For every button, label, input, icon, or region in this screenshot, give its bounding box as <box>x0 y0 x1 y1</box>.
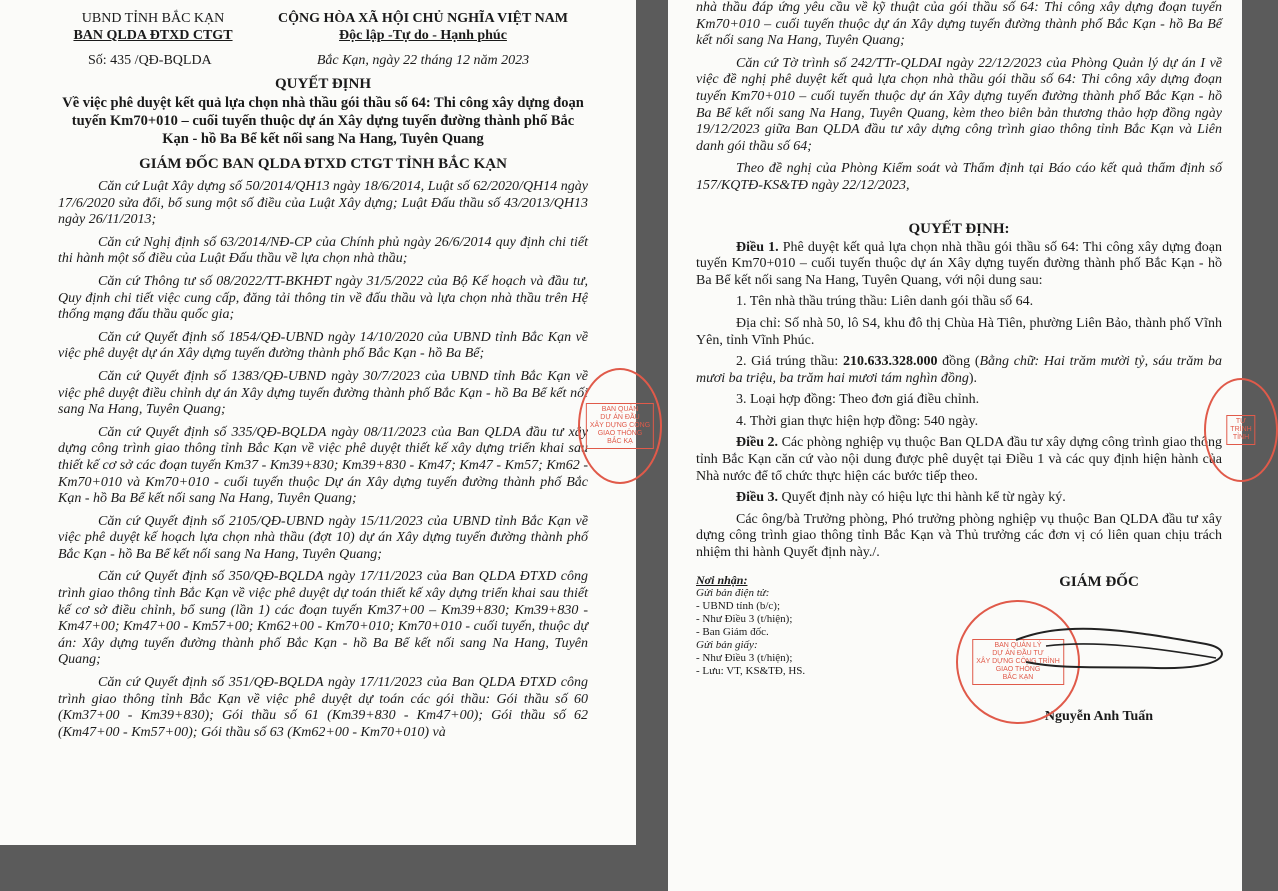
basis-item: Căn cứ Thông tư số 08/2022/TT-BKHĐT ngày 31/5/2022 của Bộ Kế hoạch và đầu tư, Quy định chi tiết việc cung cấp, đăng tải thông tin về đấu thầu và lựa chọn nhà thầu trên Hệ thống mạng đấu thầu quốc gia; <box>58 273 588 323</box>
basis-item: Căn cứ Quyết định số 350/QĐ-BQLDA ngày 17/11/2023 của Ban QLDA ĐTXD công trình giao thông tỉnh Bắc Kạn về việc phê duyệt dự toán thiết kế xây dựng triển khai sau thiết kế cơ sở điều chỉnh, bổ sung (lần 1) các đoạn tuyến Km37+00 – Km39+830; Km39+830 - Km47+00; Km47+00 - Km57+00; Km62+00 - Km70+010; Km70+010 - cuối tuyến, thuộc dự án: Xây dựng tuyến đường thành phố Bắc Kạn - hồ Ba Bể kết nối sang Na Hang, Tuyên Quang; <box>58 569 588 668</box>
issuing-authority <box>58 10 248 69</box>
article-1-text: Phê duyệt kết quả lựa chọn nhà thầu gói thầu số 64: Thi công xây dựng đoạn tuyến Km70+010 – cuối tuyến thuộc dự án Xây dựng tuyến đường thành phố Bắc Kạn - hồ Ba Bể kết nối sang Na Hang, Tuyên Quang, với nội dung sau: <box>696 239 1222 288</box>
document-date: Bắc Kạn, ngày 22 tháng 12 năm 2023 <box>316 53 530 68</box>
price-amount: 210.633.328.000 <box>842 354 938 370</box>
seal-text: BAN QUẢN LÝ DỰ ÁN ĐẦU TƯ XÂY DỰNG CÔNG TRÌNH GIAO THÔNG BẮC KẠN <box>972 639 1064 685</box>
issuing-org: BAN QLDA ĐTXD CTGT <box>73 28 233 43</box>
legal-bases <box>58 179 588 741</box>
basis-item: Căn cứ Quyết định số 335/QĐ-BQLDA ngày 08/11/2023 của Ban QLDA đầu tư xây dựng công trình giao thông tỉnh Bắc Kạn về việc phê duyệt thiết kế xây dựng triển khai sau thiết kế cơ sở các đoạn tuyến Km37 - Km39+830; Km39+830 - Km47; Km47 - Km57; Km62 - Km70+010 và Km70+010 - cuối tuyến thuộc Dự án Xây dựng tuyến đường thành phố Bắc Kạn - hồ Ba Bể kết nối sang Na Hang, Tuyên Quang; <box>58 424 588 507</box>
decision-heading: QUYẾT ĐỊNH: <box>908 220 1010 237</box>
document-subject: Về việc phê duyệt kết quả lựa chọn nhà thầu gói thầu số 64: Thi công xây dựng đoạn tuyến Km70+010 – cuối tuyến thuộc dự án Xây dựng tuyến đường thành phố Bắc Kạn - hồ Ba Bể kết nối sang Na Hang, Tuyên Quang <box>62 95 584 147</box>
side-seal-partial <box>1204 378 1278 482</box>
basis-item: Căn cứ Quyết định số 1383/QĐ-UBND ngày 30/7/2023 của UBND tỉnh Bắc Kạn về việc phê duyệt điều chỉnh dự án Xây dựng tuyến đường thành phố Bắc Kạn - hồ Ba Bể kết nối sang Na Hang, Tuyên Quang; <box>58 368 588 418</box>
document-title: QUYẾT ĐỊNH <box>275 76 371 92</box>
contract-type: 3. Loại hợp đồng: Theo đơn giá điều chỉnh. <box>736 392 980 408</box>
winning-price: 2. Giá trúng thầu: 210.633.328.000 đồng (Bằng chữ: Hai trăm mười tỷ, sáu trăm ba mươi ba triệu, ba trăm hai mươi tám nghìn đồng). <box>696 354 1222 386</box>
issuer-heading: GIÁM ĐỐC BAN QLDA ĐTXD CTGT TỈNH BẮC KẠN <box>139 156 507 172</box>
basis-item: Căn cứ Nghị định số 63/2014/NĐ-CP của Chính phủ ngày 26/6/2014 quy định chi tiết thi hành một số điều của Luật Đấu thầu về lựa chọn nhà thầu; <box>58 234 588 267</box>
winner-name: 1. Tên nhà thầu trúng thầu: Liên danh gói thầu số 64. <box>736 294 1034 310</box>
signature-area <box>696 574 1222 725</box>
article-1-label: Điều 1. <box>736 239 779 255</box>
document-header <box>58 10 588 69</box>
document-number: Số: 435 /QĐ-BQLDA <box>88 53 212 68</box>
signer-name: Nguyễn Anh Tuấn <box>1044 708 1154 724</box>
recipients-title: Nơi nhận: <box>696 572 748 587</box>
national-motto: Độc lập -Tự do - Hạnh phúc <box>339 28 507 43</box>
parent-org: UBND TỈNH BẮC KẠN <box>81 11 225 26</box>
signer-title: GIÁM ĐỐC <box>1059 573 1139 590</box>
recipients-list: Nơi nhận: Gửi bản điện tử: - UBND tỉnh (b/c); - Như Điều 3 (t/hiện); - Ban Giám đốc. Gửi bản giấy: - Như Điều 3 (t/hiện); - Lưu: VT, KS&TĐ, HS. <box>696 574 976 725</box>
winner-address: Địa chỉ: Số nhà 50, lô S4, khu đô thị Chùa Hà Tiên, phường Liên Bảo, thành phố Vĩnh Yên, tỉnh Vĩnh Phúc. <box>696 315 1222 348</box>
basis-item: Căn cứ Quyết định số 2105/QĐ-UBND ngày 15/11/2023 của UBND tỉnh Bắc Kạn về việc phê duyệt kế hoạch lựa chọn nhà thầu (đợt 10) dự án Xây dựng tuyến đường thành phố Bắc Kạn - hồ Ba Bể kết nối sang Na Hang, Tuyên Quang; <box>58 513 588 562</box>
basis-item: Căn cứ Quyết định số 351/QĐ-BQLDA ngày 17/11/2023 của Ban QLDA ĐTXD công trình giao thông tỉnh Bắc Kạn về việc phê duyệt dự toán các gói thầu: Gói thầu số 60 (Km37+00 - Km39+830); Gói thầu số 61 (Km39+830 - Km47+00); Gói thầu số 62 (Km47+00 - Km57+00); Gói thầu số 63 (Km62+00 - Km70+010) và <box>58 675 588 740</box>
title-block <box>58 75 588 148</box>
basis-item: Căn cứ Luật Xây dựng số 50/2014/QH13 ngày 18/6/2014, Luật số 62/2020/QH14 ngày 17/6/2020 sửa đổi, bổ sung một số điều của Luật Xây dựng; Luật Đấu thầu số 43/2013/QH13 ngày 26/11/2013; <box>58 179 588 228</box>
article-3-responsibility: Các ông/bà Trưởng phòng, Phó trưởng phòng nghiệp vụ thuộc Ban QLDA đầu tư xây dựng công trình giao thông tỉnh Bắc Kạn và Thủ trưởng các đơn vị có liên quan chịu trách nhiệm thi hành Quyết định này./. <box>696 511 1222 561</box>
contract-duration: 4. Thời gian thực hiện hợp đồng: 540 ngày. <box>736 413 979 429</box>
article-3: Điều 3. Quyết định này có hiệu lực thi hành kể từ ngày ký. <box>736 490 1066 506</box>
price-in-words: Bằng chữ: Hai trăm mười tỷ, sáu trăm ba mươi ba triệu, ba trăm hai mươi tám nghìn đồng <box>696 354 1222 386</box>
continued-text: nhà thầu đáp ứng yêu cầu về kỹ thuật của gói thầu số 64: Thi công xây dựng đoạn tuyến Km70+010 – cuối tuyến thuộc dự án Xây dựng tuyến đường thành phố Bắc Kạn - hồ Ba Bể kết nối sang Na Hang, Tuyên Quang; <box>696 0 1222 49</box>
seal-text: BAN QUẢN DỰ ÁN ĐẦU XÂY DỰNG CÔNG GIAO THÔNG BẮC KẠ <box>586 403 654 449</box>
national-heading <box>258 10 588 69</box>
seal-text: TƯ TRÌNH TỈNH <box>1226 415 1255 445</box>
signer-block <box>976 574 1222 725</box>
basis-item: Căn cứ Tờ trình số 242/TTr-QLDAI ngày 22/12/2023 của Phòng Quản lý dự án I về việc đề nghị phê duyệt kết quả lựa chọn nhà thầu gói thầu số 64: Thi công xây dựng đoạn tuyến Km70+010 – cuối tuyến thuộc dự án Xây dựng tuyến đường thành phố Bắc Kạn - hồ Ba Bể kết nối sang Na Hang, Tuyên Quang, kèm theo biên bản thương thảo hợp đồng ngày 19/12/2023 giữa Ban QLDA đầu tư xây dựng công trình giao thông tỉnh Bắc Kạn và Liên danh gói thầu số 64; <box>696 55 1222 154</box>
viewer-background <box>0 845 636 891</box>
article-1 <box>696 240 1222 290</box>
document-page-2 <box>668 0 1252 891</box>
article-2: Điều 2. Các phòng nghiệp vụ thuộc Ban QLDA đầu tư xây dựng công trình giao thông tỉnh Bắc Kạn căn cứ vào nội dung được phê duyệt tại Điều 1 và các quy định hiện hành của Nhà nước để tổ chức thực hiện các bước tiếp theo. <box>696 435 1222 484</box>
national-title: CỘNG HÒA XÃ HỘI CHỦ NGHĨA VIỆT NAM <box>277 11 568 26</box>
basis-item: Theo đề nghị của Phòng Kiểm soát và Thẩm định tại Báo cáo kết quả thẩm định số 157/KQTĐ-KS&TĐ ngày 22/12/2023, <box>696 161 1222 193</box>
basis-item: Căn cứ Quyết định số 1854/QĐ-UBND ngày 14/10/2020 của UBND tỉnh Bắc Kạn về việc phê duyệt dự án Xây dựng tuyến đường thành phố Bắc Kạn - hồ Ba Bể; <box>58 329 588 362</box>
signature-scribble <box>1006 600 1246 680</box>
document-page-1 <box>0 0 651 845</box>
red-seal-partial <box>578 368 662 484</box>
